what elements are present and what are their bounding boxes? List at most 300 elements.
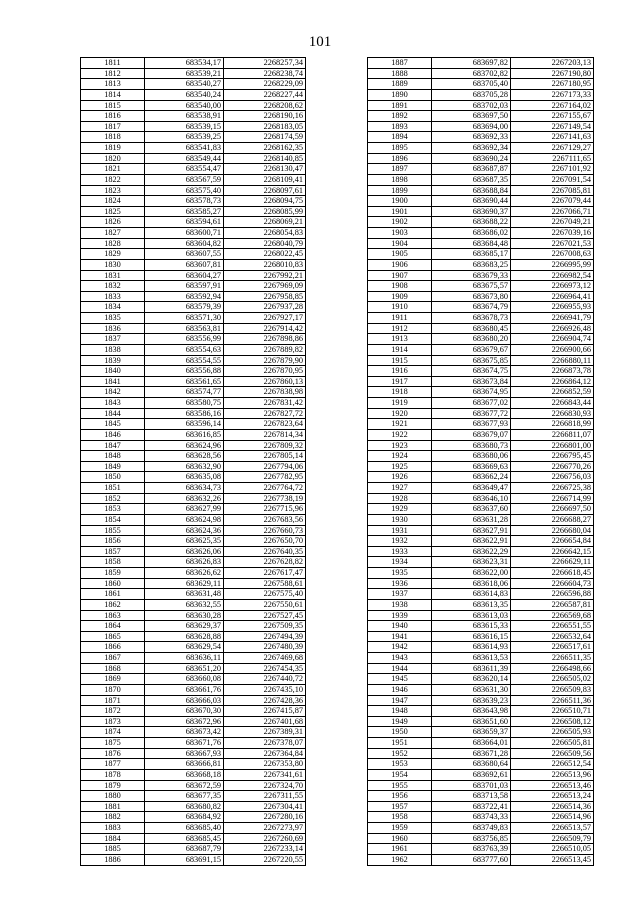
point-number-cell: 1961 xyxy=(368,844,432,855)
x-coordinate-cell: 683624,36 xyxy=(145,525,224,536)
x-coordinate-cell: 683614,83 xyxy=(432,589,511,600)
point-number-cell: 1948 xyxy=(368,706,432,717)
point-number-cell: 1933 xyxy=(368,546,432,557)
table-row xyxy=(368,695,594,706)
table-row xyxy=(368,716,594,727)
point-number-cell: 1907 xyxy=(368,270,432,281)
x-coordinate-cell: 683697,82 xyxy=(432,58,511,69)
point-number-cell: 1926 xyxy=(368,472,432,483)
y-coordinate-cell: 2266843,44 xyxy=(511,398,594,409)
x-coordinate-cell: 683674,95 xyxy=(432,387,511,398)
y-coordinate-cell: 2267715,96 xyxy=(224,504,306,515)
y-coordinate-cell: 2267155,67 xyxy=(511,111,594,122)
point-number-cell: 1840 xyxy=(81,366,145,377)
y-coordinate-cell: 2267650,70 xyxy=(224,536,306,547)
table-row xyxy=(81,281,306,292)
table-row xyxy=(81,642,306,653)
y-coordinate-cell: 2266551,55 xyxy=(511,621,594,632)
y-coordinate-cell: 2267927,17 xyxy=(224,313,306,324)
y-coordinate-cell: 2266587,81 xyxy=(511,599,594,610)
table-row xyxy=(368,111,594,122)
point-number-cell: 1895 xyxy=(368,143,432,154)
x-coordinate-cell: 683679,07 xyxy=(432,429,511,440)
y-coordinate-cell: 2268162,35 xyxy=(224,143,306,154)
y-coordinate-cell: 2267389,31 xyxy=(224,727,306,738)
y-coordinate-cell: 2267831,42 xyxy=(224,398,306,409)
y-coordinate-cell: 2266513,46 xyxy=(511,780,594,791)
table-row xyxy=(81,153,306,164)
point-number-cell: 1939 xyxy=(368,610,432,621)
table-row xyxy=(81,854,306,865)
y-coordinate-cell: 2267435,10 xyxy=(224,684,306,695)
x-coordinate-cell: 683604,82 xyxy=(145,238,224,249)
x-coordinate-cell: 683686,02 xyxy=(432,228,511,239)
table-row xyxy=(368,483,594,494)
x-coordinate-cell: 683539,15 xyxy=(145,121,224,132)
point-number-cell: 1912 xyxy=(368,323,432,334)
table-row xyxy=(81,674,306,685)
y-coordinate-cell: 2267415,87 xyxy=(224,706,306,717)
y-coordinate-cell: 2267079,44 xyxy=(511,196,594,207)
point-number-cell: 1835 xyxy=(81,313,145,324)
y-coordinate-cell: 2266569,68 xyxy=(511,610,594,621)
table-row xyxy=(81,323,306,334)
y-coordinate-cell: 2267401,68 xyxy=(224,716,306,727)
y-coordinate-cell: 2266688,27 xyxy=(511,514,594,525)
point-number-cell: 1883 xyxy=(81,823,145,834)
x-coordinate-cell: 683673,84 xyxy=(432,376,511,387)
table-row xyxy=(81,504,306,515)
y-coordinate-cell: 2266509,83 xyxy=(511,684,594,695)
point-number-cell: 1827 xyxy=(81,228,145,239)
x-coordinate-cell: 683636,11 xyxy=(145,653,224,664)
table-row xyxy=(81,493,306,504)
table-row xyxy=(368,89,594,100)
point-number-cell: 1860 xyxy=(81,578,145,589)
x-coordinate-cell: 683667,93 xyxy=(145,748,224,759)
point-number-cell: 1830 xyxy=(81,259,145,270)
x-coordinate-cell: 683675,85 xyxy=(432,355,511,366)
x-coordinate-cell: 683597,91 xyxy=(145,281,224,292)
table-row xyxy=(368,238,594,249)
y-coordinate-cell: 2267085,81 xyxy=(511,185,594,196)
table-row xyxy=(81,429,306,440)
table-row xyxy=(81,111,306,122)
y-coordinate-cell: 2267550,61 xyxy=(224,599,306,610)
table-row xyxy=(81,259,306,270)
x-coordinate-cell: 683629,11 xyxy=(145,578,224,589)
x-coordinate-cell: 683624,98 xyxy=(145,514,224,525)
x-coordinate-cell: 683634,73 xyxy=(145,483,224,494)
x-coordinate-cell: 683622,91 xyxy=(432,536,511,547)
y-coordinate-cell: 2266505,02 xyxy=(511,674,594,685)
point-number-cell: 1945 xyxy=(368,674,432,685)
table-row xyxy=(368,79,594,90)
x-coordinate-cell: 683692,33 xyxy=(432,132,511,143)
x-coordinate-cell: 683541,83 xyxy=(145,143,224,154)
table-row xyxy=(81,249,306,260)
table-row xyxy=(81,791,306,802)
y-coordinate-cell: 2267860,13 xyxy=(224,376,306,387)
x-coordinate-cell: 683687,35 xyxy=(432,174,511,185)
point-number-cell: 1865 xyxy=(81,631,145,642)
point-number-cell: 1822 xyxy=(81,174,145,185)
table-row xyxy=(368,557,594,568)
table-row xyxy=(368,461,594,472)
x-coordinate-cell: 683684,48 xyxy=(432,238,511,249)
table-row xyxy=(368,525,594,536)
point-number-cell: 1955 xyxy=(368,780,432,791)
table-row xyxy=(81,514,306,525)
table-row xyxy=(81,143,306,154)
x-coordinate-cell: 683613,53 xyxy=(432,653,511,664)
point-number-cell: 1940 xyxy=(368,621,432,632)
point-number-cell: 1887 xyxy=(368,58,432,69)
x-coordinate-cell: 683637,60 xyxy=(432,504,511,515)
x-coordinate-cell: 683722,41 xyxy=(432,801,511,812)
point-number-cell: 1927 xyxy=(368,483,432,494)
table-row xyxy=(368,313,594,324)
table-row xyxy=(81,334,306,345)
y-coordinate-cell: 2266770,26 xyxy=(511,461,594,472)
table-row xyxy=(81,238,306,249)
point-number-cell: 1866 xyxy=(81,642,145,653)
table-row xyxy=(81,164,306,175)
y-coordinate-cell: 2266964,41 xyxy=(511,291,594,302)
table-row xyxy=(368,738,594,749)
y-coordinate-cell: 2267738,19 xyxy=(224,493,306,504)
point-number-cell: 1844 xyxy=(81,408,145,419)
point-number-cell: 1847 xyxy=(81,440,145,451)
y-coordinate-cell: 2266511,35 xyxy=(511,653,594,664)
table-row xyxy=(81,738,306,749)
y-coordinate-cell: 2267969,09 xyxy=(224,281,306,292)
y-coordinate-cell: 2267341,61 xyxy=(224,769,306,780)
point-number-cell: 1937 xyxy=(368,589,432,600)
x-coordinate-cell: 683622,29 xyxy=(432,546,511,557)
point-number-cell: 1949 xyxy=(368,716,432,727)
y-coordinate-cell: 2267039,16 xyxy=(511,228,594,239)
y-coordinate-cell: 2266904,74 xyxy=(511,334,594,345)
table-row xyxy=(368,854,594,865)
x-coordinate-cell: 683672,96 xyxy=(145,716,224,727)
point-number-cell: 1909 xyxy=(368,291,432,302)
point-number-cell: 1880 xyxy=(81,791,145,802)
x-coordinate-cell: 683639,23 xyxy=(432,695,511,706)
table-row xyxy=(368,631,594,642)
point-number-cell: 1875 xyxy=(81,738,145,749)
point-number-cell: 1819 xyxy=(81,143,145,154)
point-number-cell: 1936 xyxy=(368,578,432,589)
table-row xyxy=(368,568,594,579)
x-coordinate-cell: 683624,96 xyxy=(145,440,224,451)
x-coordinate-cell: 683680,20 xyxy=(432,334,511,345)
y-coordinate-cell: 2267575,40 xyxy=(224,589,306,600)
point-number-cell: 1823 xyxy=(81,185,145,196)
y-coordinate-cell: 2266514,36 xyxy=(511,801,594,812)
point-number-cell: 1941 xyxy=(368,631,432,642)
x-coordinate-cell: 683690,24 xyxy=(432,153,511,164)
x-coordinate-cell: 683684,92 xyxy=(145,812,224,823)
x-coordinate-cell: 683662,24 xyxy=(432,472,511,483)
point-number-cell: 1825 xyxy=(81,206,145,217)
y-coordinate-cell: 2268227,44 xyxy=(224,89,306,100)
table-row xyxy=(368,143,594,154)
y-coordinate-cell: 2267066,71 xyxy=(511,206,594,217)
point-number-cell: 1832 xyxy=(81,281,145,292)
point-number-cell: 1902 xyxy=(368,217,432,228)
point-number-cell: 1958 xyxy=(368,812,432,823)
point-number-cell: 1820 xyxy=(81,153,145,164)
y-coordinate-cell: 2267353,80 xyxy=(224,759,306,770)
point-number-cell: 1900 xyxy=(368,196,432,207)
y-coordinate-cell: 2266510,05 xyxy=(511,844,594,855)
table-row xyxy=(368,727,594,738)
x-coordinate-cell: 683694,00 xyxy=(432,121,511,132)
point-number-cell: 1843 xyxy=(81,398,145,409)
x-coordinate-cell: 683673,42 xyxy=(145,727,224,738)
table-row xyxy=(81,801,306,812)
x-coordinate-cell: 683627,91 xyxy=(432,525,511,536)
x-coordinate-cell: 683672,59 xyxy=(145,780,224,791)
x-coordinate-cell: 683705,28 xyxy=(432,89,511,100)
table-row xyxy=(81,833,306,844)
table-row xyxy=(368,748,594,759)
table-row xyxy=(81,291,306,302)
table-row xyxy=(368,812,594,823)
table-row xyxy=(81,716,306,727)
y-coordinate-cell: 2268190,16 xyxy=(224,111,306,122)
point-number-cell: 1852 xyxy=(81,493,145,504)
table-row xyxy=(81,58,306,69)
y-coordinate-cell: 2268183,05 xyxy=(224,121,306,132)
y-coordinate-cell: 2267173,33 xyxy=(511,89,594,100)
y-coordinate-cell: 2266801,00 xyxy=(511,440,594,451)
x-coordinate-cell: 683628,56 xyxy=(145,451,224,462)
point-number-cell: 1903 xyxy=(368,228,432,239)
table-row xyxy=(81,621,306,632)
table-row xyxy=(368,440,594,451)
x-coordinate-cell: 683763,39 xyxy=(432,844,511,855)
table-row xyxy=(81,174,306,185)
x-coordinate-cell: 683690,37 xyxy=(432,206,511,217)
y-coordinate-cell: 2267129,27 xyxy=(511,143,594,154)
x-coordinate-cell: 683620,14 xyxy=(432,674,511,685)
point-number-cell: 1928 xyxy=(368,493,432,504)
x-coordinate-cell: 683702,03 xyxy=(432,100,511,111)
point-number-cell: 1826 xyxy=(81,217,145,228)
point-number-cell: 1888 xyxy=(368,68,432,79)
x-coordinate-cell: 683615,33 xyxy=(432,621,511,632)
table-row xyxy=(81,769,306,780)
point-number-cell: 1855 xyxy=(81,525,145,536)
table-row xyxy=(368,451,594,462)
point-number-cell: 1932 xyxy=(368,536,432,547)
table-row xyxy=(368,334,594,345)
table-row xyxy=(81,759,306,770)
table-row xyxy=(81,79,306,90)
y-coordinate-cell: 2266498,66 xyxy=(511,663,594,674)
x-coordinate-cell: 683673,80 xyxy=(432,291,511,302)
y-coordinate-cell: 2267494,39 xyxy=(224,631,306,642)
y-coordinate-cell: 2266852,59 xyxy=(511,387,594,398)
point-number-cell: 1891 xyxy=(368,100,432,111)
x-coordinate-cell: 683622,00 xyxy=(432,568,511,579)
point-number-cell: 1904 xyxy=(368,238,432,249)
x-coordinate-cell: 683631,30 xyxy=(432,684,511,695)
point-number-cell: 1829 xyxy=(81,249,145,260)
y-coordinate-cell: 2266509,56 xyxy=(511,748,594,759)
x-coordinate-cell: 683677,35 xyxy=(145,791,224,802)
table-row xyxy=(81,653,306,664)
table-row xyxy=(368,217,594,228)
x-coordinate-cell: 683592,94 xyxy=(145,291,224,302)
y-coordinate-cell: 2267814,34 xyxy=(224,429,306,440)
x-coordinate-cell: 683688,84 xyxy=(432,185,511,196)
x-coordinate-cell: 683629,54 xyxy=(145,642,224,653)
y-coordinate-cell: 2266513,45 xyxy=(511,854,594,865)
x-coordinate-cell: 683534,17 xyxy=(145,58,224,69)
point-number-cell: 1817 xyxy=(81,121,145,132)
y-coordinate-cell: 2267827,72 xyxy=(224,408,306,419)
x-coordinate-cell: 683713,58 xyxy=(432,791,511,802)
y-coordinate-cell: 2267101,92 xyxy=(511,164,594,175)
y-coordinate-cell: 2267509,35 xyxy=(224,621,306,632)
y-coordinate-cell: 2268130,47 xyxy=(224,164,306,175)
table-row xyxy=(368,228,594,239)
point-number-cell: 1837 xyxy=(81,334,145,345)
x-coordinate-cell: 683586,16 xyxy=(145,408,224,419)
table-row xyxy=(81,461,306,472)
table-row xyxy=(368,684,594,695)
y-coordinate-cell: 2266509,79 xyxy=(511,833,594,844)
y-coordinate-cell: 2266513,96 xyxy=(511,769,594,780)
table-row xyxy=(368,653,594,664)
y-coordinate-cell: 2266505,81 xyxy=(511,738,594,749)
point-number-cell: 1910 xyxy=(368,302,432,313)
x-coordinate-cell: 683690,44 xyxy=(432,196,511,207)
x-coordinate-cell: 683691,15 xyxy=(145,854,224,865)
table-row xyxy=(81,313,306,324)
point-number-cell: 1811 xyxy=(81,58,145,69)
point-number-cell: 1856 xyxy=(81,536,145,547)
x-coordinate-cell: 683632,90 xyxy=(145,461,224,472)
table-row xyxy=(368,472,594,483)
table-row xyxy=(368,759,594,770)
x-coordinate-cell: 683628,88 xyxy=(145,631,224,642)
y-coordinate-cell: 2266512,54 xyxy=(511,759,594,770)
x-coordinate-cell: 683626,62 xyxy=(145,568,224,579)
y-coordinate-cell: 2268069,21 xyxy=(224,217,306,228)
point-number-cell: 1863 xyxy=(81,610,145,621)
point-number-cell: 1818 xyxy=(81,132,145,143)
point-number-cell: 1938 xyxy=(368,599,432,610)
table-row xyxy=(81,844,306,855)
y-coordinate-cell: 2267838,98 xyxy=(224,387,306,398)
table-row xyxy=(368,270,594,281)
x-coordinate-cell: 683614,93 xyxy=(432,642,511,653)
x-coordinate-cell: 683585,27 xyxy=(145,206,224,217)
point-number-cell: 1911 xyxy=(368,313,432,324)
x-coordinate-cell: 683594,61 xyxy=(145,217,224,228)
point-number-cell: 1906 xyxy=(368,259,432,270)
table-row xyxy=(81,483,306,494)
point-number-cell: 1897 xyxy=(368,164,432,175)
y-coordinate-cell: 2267992,21 xyxy=(224,270,306,281)
y-coordinate-cell: 2267233,14 xyxy=(224,844,306,855)
x-coordinate-cell: 683705,40 xyxy=(432,79,511,90)
y-coordinate-cell: 2267304,41 xyxy=(224,801,306,812)
x-coordinate-cell: 683539,21 xyxy=(145,68,224,79)
x-coordinate-cell: 683674,75 xyxy=(432,366,511,377)
table-row xyxy=(368,355,594,366)
x-coordinate-cell: 683632,26 xyxy=(145,493,224,504)
x-coordinate-cell: 683538,91 xyxy=(145,111,224,122)
y-coordinate-cell: 2267805,14 xyxy=(224,451,306,462)
y-coordinate-cell: 2268257,34 xyxy=(224,58,306,69)
y-coordinate-cell: 2266941,79 xyxy=(511,313,594,324)
table-row xyxy=(81,451,306,462)
y-coordinate-cell: 2267527,45 xyxy=(224,610,306,621)
x-coordinate-cell: 683659,37 xyxy=(432,727,511,738)
x-coordinate-cell: 683669,63 xyxy=(432,461,511,472)
x-coordinate-cell: 683756,85 xyxy=(432,833,511,844)
point-number-cell: 1889 xyxy=(368,79,432,90)
y-coordinate-cell: 2266795,45 xyxy=(511,451,594,462)
point-number-cell: 1881 xyxy=(81,801,145,812)
table-row xyxy=(81,727,306,738)
point-number-cell: 1867 xyxy=(81,653,145,664)
table-row xyxy=(81,376,306,387)
x-coordinate-cell: 683571,30 xyxy=(145,313,224,324)
x-coordinate-cell: 683677,02 xyxy=(432,398,511,409)
x-coordinate-cell: 683613,35 xyxy=(432,599,511,610)
point-number-cell: 1894 xyxy=(368,132,432,143)
point-number-cell: 1925 xyxy=(368,461,432,472)
y-coordinate-cell: 2267008,63 xyxy=(511,249,594,260)
y-coordinate-cell: 2268097,61 xyxy=(224,185,306,196)
x-coordinate-cell: 683580,75 xyxy=(145,398,224,409)
x-coordinate-cell: 683668,18 xyxy=(145,769,224,780)
x-coordinate-cell: 683574,77 xyxy=(145,387,224,398)
y-coordinate-cell: 2267660,73 xyxy=(224,525,306,536)
point-number-cell: 1812 xyxy=(81,68,145,79)
point-number-cell: 1942 xyxy=(368,642,432,653)
table-row xyxy=(81,536,306,547)
table-row xyxy=(81,185,306,196)
y-coordinate-cell: 2267049,21 xyxy=(511,217,594,228)
y-coordinate-cell: 2266511,36 xyxy=(511,695,594,706)
point-number-cell: 1873 xyxy=(81,716,145,727)
point-number-cell: 1922 xyxy=(368,429,432,440)
x-coordinate-cell: 683677,93 xyxy=(432,419,511,430)
point-number-cell: 1930 xyxy=(368,514,432,525)
table-row xyxy=(368,153,594,164)
y-coordinate-cell: 2266900,66 xyxy=(511,344,594,355)
x-coordinate-cell: 683578,73 xyxy=(145,196,224,207)
x-coordinate-cell: 683670,30 xyxy=(145,706,224,717)
x-coordinate-cell: 683749,83 xyxy=(432,823,511,834)
point-number-cell: 1870 xyxy=(81,684,145,695)
point-number-cell: 1913 xyxy=(368,334,432,345)
point-number-cell: 1857 xyxy=(81,546,145,557)
x-coordinate-cell: 683643,98 xyxy=(432,706,511,717)
table-row xyxy=(368,599,594,610)
table-row xyxy=(368,366,594,377)
x-coordinate-cell: 683556,88 xyxy=(145,366,224,377)
table-row xyxy=(81,344,306,355)
table-row xyxy=(368,100,594,111)
